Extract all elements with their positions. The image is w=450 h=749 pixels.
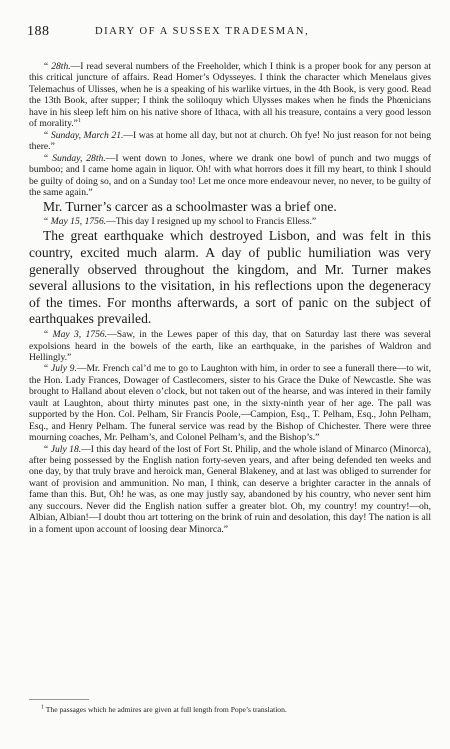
footnote-number: 1: [41, 704, 44, 711]
entry-date: “ 28th.: [43, 61, 71, 72]
diary-entry: [29, 61, 431, 130]
diary-entry: [29, 153, 431, 199]
entry-text: —I this day heard of the lost of Fort St. Philip, and the whole island of Minarco (Minorca), after being possessed by the English nation forty-seven years, and after being defended ten weeks and one day, by that truly brave and heroick man, General Blakeney, and at last was obliged to surrender for want of provision and ammunition. No man, I think, can deserve a brighter caracter in the annals of fame than this. But, Oh! he was, as one may justly say, abandoned by his country, who never sent him any succours. Never did the English nation suffer a greater blot. Oh, my country! my country!—oh, Albian, Albian!—I doubt thou art tottering on the brink of ruin and desolation, this day! The nation is all in a foment upon account of loosing dear Minorca.”: [29, 443, 431, 535]
diary-entry: [29, 363, 431, 443]
page-number: 188: [27, 24, 50, 39]
entry-text: —I went down to Jones, where we drank one bowl of punch and two muggs of bumboo; and I came home again in liquor. Oh! with what horrors does it fill my heart, to think I should be guilty of doing so, and on a Sunday too! Let me once more endeavour never, no never, to be guilty of the same again.”: [29, 152, 431, 198]
entry-date: “ May 15, 1756.: [43, 216, 107, 228]
entry-text: —This day I resigned up my school to Francis Elless.”: [106, 216, 317, 228]
footnote: [29, 705, 431, 714]
entry-date: “ May 3, 1756.: [43, 329, 108, 341]
running-title: DIARY OF A SUSSEX TRADESMAN,: [95, 26, 310, 37]
diary-entry: [29, 130, 431, 153]
footnote-text: The passages which he admires are given at full length from Pope’s translation.: [45, 705, 287, 714]
diary-entry: [29, 216, 431, 227]
diary-entry: [29, 329, 431, 363]
entry-date: “ Sunday, 28th.: [43, 152, 106, 164]
entry-text: —I read several numbers of the Freeholder, which I think is a proper book for any person at this critical juncture of affairs. Read Homer’s Odysseyes. I think the character which Menelaus gives Telemachus of Ulisses, when he is a speaking of his warlike virtues, in the 4th Book, is very good. Read the 13th Book, after supper; I think the soliloquy which Ulysses makes when he finds the Phœnicians have in his sleep left him on his native shore of Ithaca, with all his treasure, contains a very good lesson of morality.”: [29, 61, 431, 130]
entry-text: —I was at home all day, but not at church. Oh fye! No just reason for not being there.”: [29, 129, 432, 153]
narrative-paragraph: Mr. Turner’s carcer as a schoolmaster was a brief one.: [43, 199, 337, 215]
entry-text: —Mr. French cal’d me to go to Laughton with him, in order to see a funerall there—to wit, the Hon. Lady Frances, Dowager of Castlecomers, sister to his Grace the Duke of Newcastle. She was brought to Halland about eleven o’clock, but not taken out of the hearse, and was intered in their family vault at Laughton, about thirty minutes past one, in the sixty-ninth year of her age. The pall was supported by the Hon. Col. Pelham, Sir Francis Poole,—Campion, Esq., T. Pelham, Esq., John Pelham, Esq., and Henry Pelham. The funeral service was read by the Bishop of Chichester. There were three mourning coaches, Mr. Pelham’s, and Colonel Pelham’s, and the Bishop’s.”: [29, 363, 431, 444]
entry-date: “ July 18.: [43, 443, 82, 455]
footnote-marker: 1: [77, 118, 81, 125]
entry-text: —Saw, in the Lewes paper of this day, that on Saturday last there was several expolsions heard in the bowels of the earth, like an earthquake, in the parishes of Waldron and Hellingly.”: [29, 329, 432, 363]
entry-date: “ July 9.: [43, 363, 77, 375]
page-body: [29, 61, 431, 535]
footnote-rule: [29, 699, 89, 700]
diary-entry: [29, 444, 431, 536]
entry-date: “ Sunday, March 21.: [43, 129, 124, 141]
narrative-paragraph: The great earthquake which destroyed Lisbon, and was felt in this country, excited much alarm. A day of public humiliation was very generally observed throughout the kingdom, and Mr. Turner makes several allusions to the visitation, in his reflections upon the degeneracy of the times. For months afterwards, a sort of panic on the subject of earthquakes prevailed.: [29, 228, 431, 327]
page-header: [27, 24, 431, 40]
